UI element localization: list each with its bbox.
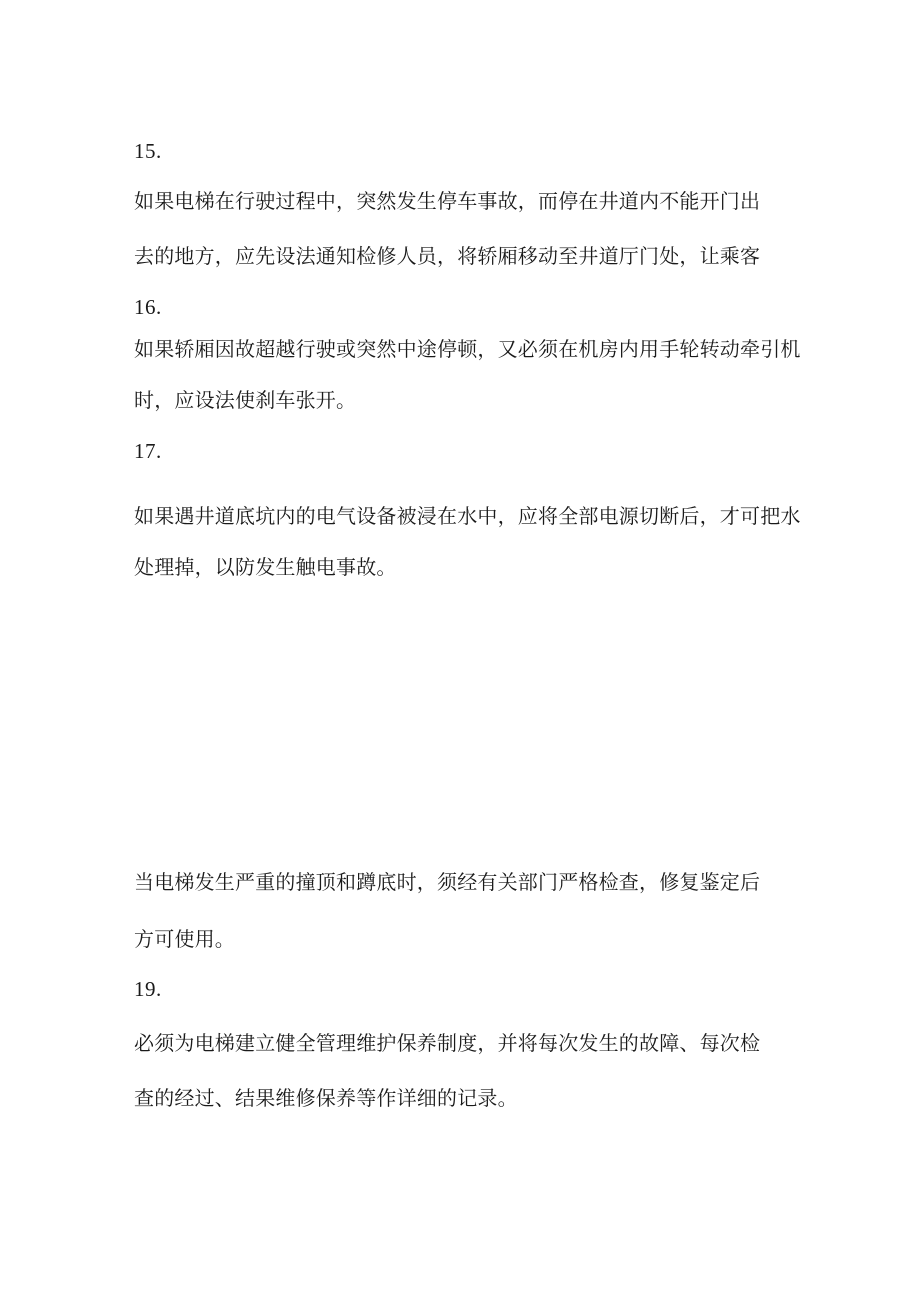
paragraph-line: 必须为电梯建立健全管理维护保养制度，并将每次发生的故障、每次检 (134, 1031, 761, 1055)
paragraph-line: 如果遇井道底坑内的电气设备被浸在水中，应将全部电源切断后，才可把水 (134, 504, 801, 528)
paragraph-line: 当电梯发生严重的撞顶和蹲底时，须经有关部门严格检查，修复鉴定后 (134, 870, 761, 894)
paragraph-line: 时，应设法使刹车张开。 (134, 388, 357, 412)
paragraph-line: 方可使用。 (134, 927, 235, 951)
paragraph-line: 如果轿厢因故超越行驶或突然中途停顿，又必须在机房内用手轮转动牵引机 (134, 337, 801, 361)
paragraph-line: 处理掉，以防发生触电事故。 (134, 555, 397, 579)
item-number: 19. (134, 977, 162, 1001)
item-number: 15. (134, 139, 162, 163)
paragraph-line: 去的地方，应先设法通知检修人员，将轿厢移动至井道厅门处，让乘客 (134, 244, 761, 268)
paragraph-line: 如果电梯在行驶过程中，突然发生停车事故，而停在井道内不能开门出 (134, 189, 761, 213)
item-number: 16. (134, 295, 162, 319)
paragraph-line: 查的经过、结果维修保养等作详细的记录。 (134, 1086, 518, 1110)
item-number: 17. (134, 439, 162, 463)
